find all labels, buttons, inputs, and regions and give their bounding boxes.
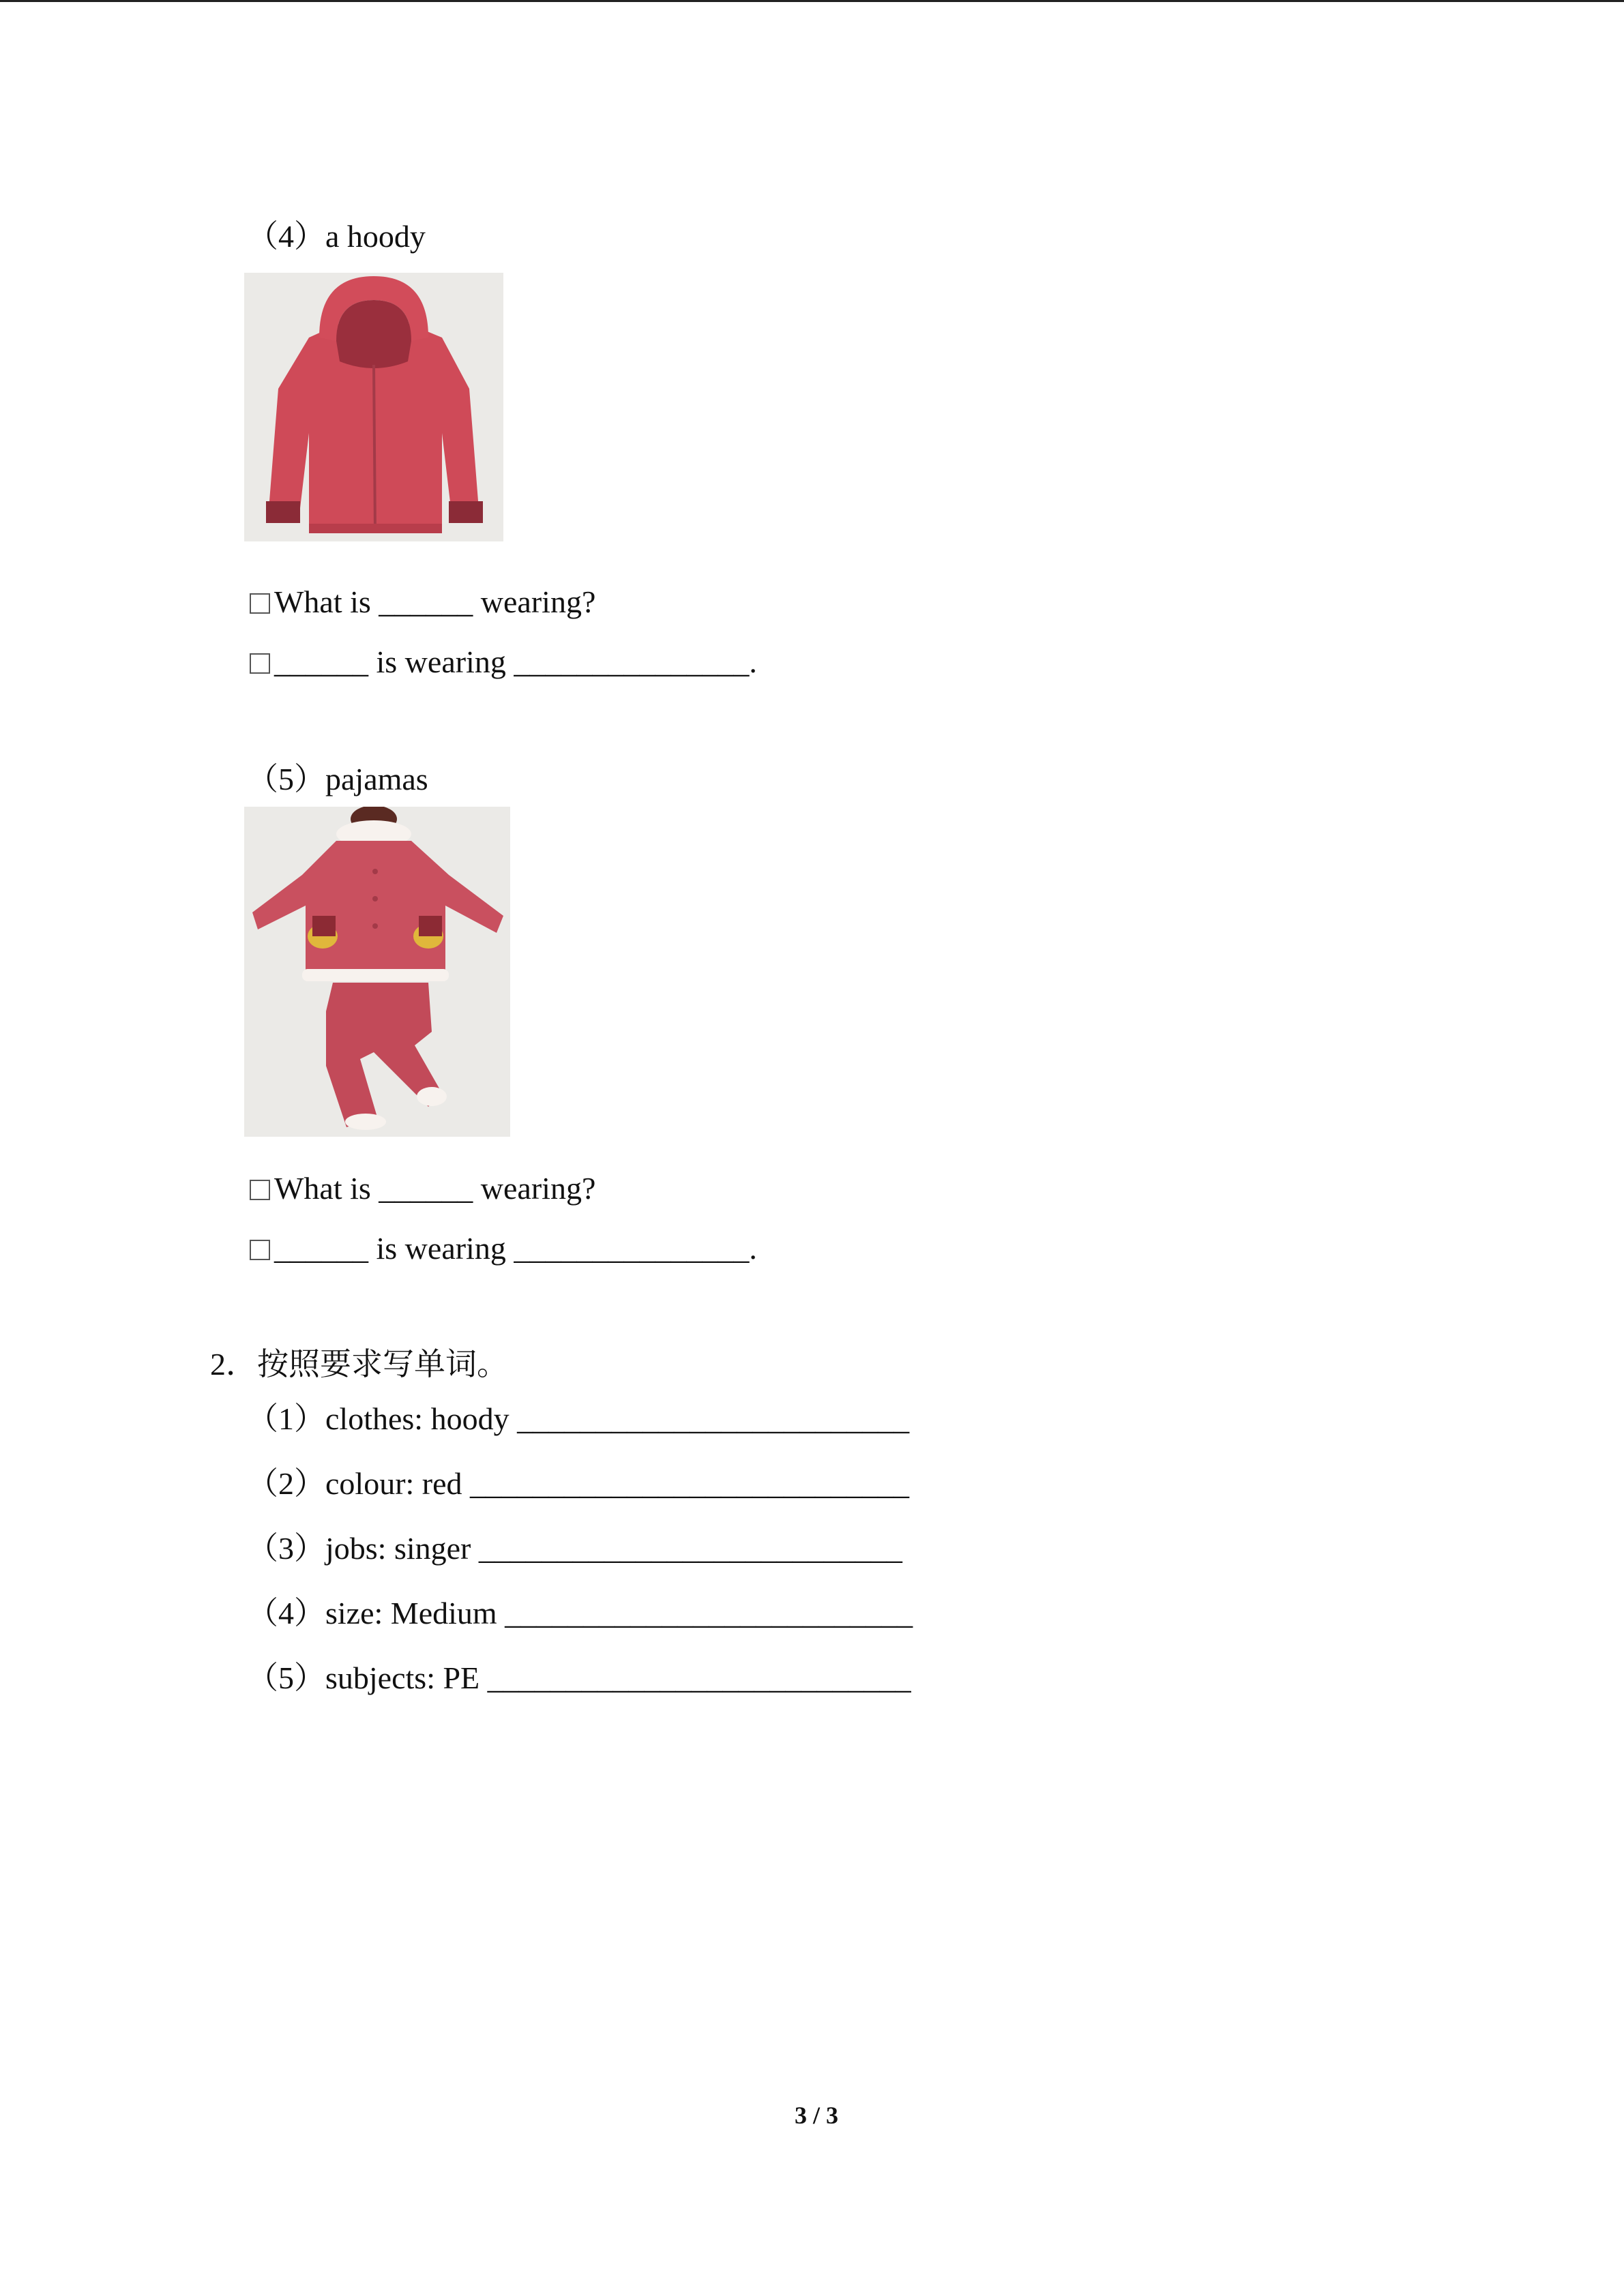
item5-question — [250, 1173, 595, 1204]
item4-answer — [250, 646, 757, 678]
fill-line-3: （3）jobs: singer ___________________________ — [247, 1531, 902, 1566]
hoody-image — [244, 273, 503, 541]
pajamas-image — [244, 807, 510, 1137]
item5-answer — [250, 1233, 757, 1264]
item4-question — [250, 586, 595, 618]
page-number: 3 / 3 — [795, 2102, 839, 2129]
checkbox-icon — [250, 1240, 270, 1260]
item5-question-text: What is ______ wearing? — [274, 1171, 596, 1206]
item4-label: （4）a hoody — [247, 219, 426, 254]
item5-answer-text: ______ is wearing _______________. — [274, 1231, 757, 1266]
section2-heading: 2．按照要求写单词。 — [210, 1347, 508, 1382]
checkbox-icon — [250, 653, 270, 674]
top-border — [0, 0, 1624, 2]
checkbox-icon — [250, 593, 270, 614]
item4-question-text: What is ______ wearing? — [274, 584, 596, 619]
fill-line-2: （2）colour: red ____________________________ — [247, 1466, 910, 1501]
item5-label: （5）pajamas — [247, 762, 428, 796]
fill-line-4: （4）size: Medium __________________________ — [247, 1596, 913, 1630]
fill-line-5: （5）subjects: PE ___________________________ — [247, 1660, 911, 1695]
fill-line-1: （1）clothes: hoody _________________________ — [247, 1401, 910, 1436]
item4-answer-text: ______ is wearing _______________. — [274, 644, 757, 679]
checkbox-icon — [250, 1180, 270, 1200]
